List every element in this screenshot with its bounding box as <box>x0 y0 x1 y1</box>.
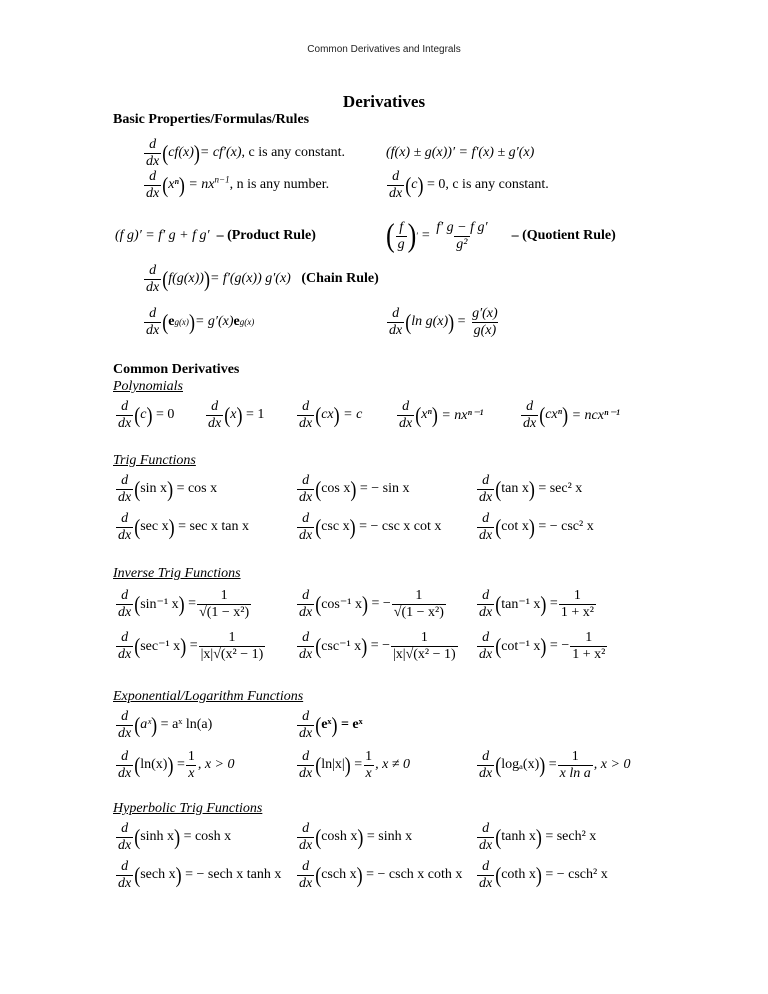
formula-hyp-sech: $\frac{d}{dx}$ ( sech x ) = − sech x tanh x <box>118 858 282 891</box>
subheading-inverse-trig: Inverse Trig Functions <box>113 566 241 581</box>
formula-trig-csc: $\frac{d}{dx}$ ( csc x ) = − csc x cot x <box>299 510 442 543</box>
formula-trig-sec: $\frac{d}{dx}$ ( sec x ) = sec x tan x <box>118 510 249 543</box>
formula-inv-sec: $\frac{d}{dx}$ ( sec⁻¹ x ) = $\frac{1}{\text{|x|√(x² − 1)}}$ <box>118 629 264 662</box>
formula-product-rule: (f g)′ = f′ g + f g′ – (Product Rule) <box>115 228 316 243</box>
subheading-polynomials: Polynomials <box>113 379 183 394</box>
formula-poly-constant: $\frac{d}{dx}$ ( c ) = 0 <box>118 398 175 431</box>
formula-exp-chain: $\frac{d}{dx}$ ( e g(x) ) = g′(x) e g(x) <box>146 305 255 338</box>
section-heading-common: Common Derivatives <box>113 362 240 377</box>
formula-constant-multiple: $\frac{d}{dx}$ ( cf(x) ) = cf′(x) , c is any constant. <box>146 136 345 169</box>
formula-constant-rule: $\frac{d}{dx}$ ( c ) = 0 , c is any constant. <box>389 168 549 201</box>
formula-quotient-rule: ( $\frac{f}{g}$ ) ′ = $\frac{\text{f′ g − f g′}}{\text{g²}}$ – (Quotient Rule) <box>386 217 616 254</box>
formula-poly-cxn: $\frac{d}{dx}$ ( cxⁿ ) = ncxⁿ⁻¹ <box>523 398 620 431</box>
formula-hyp-csch: $\frac{d}{dx}$ ( csch x ) = − csch x coth x <box>299 858 463 891</box>
subheading-hyperbolic: Hyperbolic Trig Functions <box>113 801 263 816</box>
formula-exp-e: $\frac{d}{dx}$ ( eˣ ) = eˣ <box>299 708 363 741</box>
formula-trig-tan: $\frac{d}{dx}$ ( tan x ) = sec² x <box>479 472 583 505</box>
section-heading-basic: Basic Properties/Formulas/Rules <box>113 112 310 127</box>
formula-inv-cos: $\frac{d}{dx}$ ( cos⁻¹ x ) = − $\frac{1}{\text{√(1 − x²)}}$ <box>299 587 444 620</box>
formula-sum-rule: (f(x) ± g(x))′ = f′(x) ± g′(x) <box>386 145 535 160</box>
formula-inv-csc: $\frac{d}{dx}$ ( csc⁻¹ x ) = − $\frac{1}{\text{|x|√(x² − 1)}}$ <box>299 629 456 662</box>
formula-ln-x: $\frac{d}{dx}$ ( ln(x) ) = $\frac{1}{x}$ , x > 0 <box>118 748 235 781</box>
formula-hyp-sinh: $\frac{d}{dx}$ ( sinh x ) = cosh x <box>118 820 232 853</box>
formula-exp-a: $\frac{d}{dx}$ ( aˣ ) = aˣ ln(a) <box>118 708 213 741</box>
formula-poly-cx: $\frac{d}{dx}$ ( cx ) = c <box>299 398 363 431</box>
formula-poly-x: $\frac{d}{dx}$ ( x ) = 1 <box>208 398 265 431</box>
formula-ln-chain: $\frac{d}{dx}$ ( ln g(x) ) = $\frac{g'(x)}{g(x)}$ <box>389 305 498 338</box>
formula-hyp-tanh: $\frac{d}{dx}$ ( tanh x ) = sech² x <box>479 820 597 853</box>
formula-poly-xn: $\frac{d}{dx}$ ( xⁿ ) = nxⁿ⁻¹ <box>399 398 484 431</box>
subheading-trig: Trig Functions <box>113 453 196 468</box>
running-header: Common Derivatives and Integrals <box>307 44 461 55</box>
formula-trig-cos: $\frac{d}{dx}$ ( cos x ) = − sin x <box>299 472 410 505</box>
page-title: Derivatives <box>342 92 426 111</box>
formula-inv-sin: $\frac{d}{dx}$ ( sin⁻¹ x ) = $\frac{1}{\text{√(1 − x²)}}$ <box>118 587 250 620</box>
subheading-exp-log: Exponential/Logarithm Functions <box>113 689 304 704</box>
formula-trig-sin: $\frac{d}{dx}$ ( sin x ) = cos x <box>118 472 218 505</box>
formula-inv-tan: $\frac{d}{dx}$ ( tan⁻¹ x ) = $\frac{1}{\text{1 + x²}}$ <box>479 587 594 620</box>
formula-hyp-coth: $\frac{d}{dx}$ ( coth x ) = − csch² x <box>479 858 608 891</box>
formula-ln-abs-x: $\frac{d}{dx}$ ( ln|x| ) = $\frac{1}{x}$ , x ≠ 0 <box>299 748 411 781</box>
formula-log-a: $\frac{d}{dx}$ ( logₐ(x) ) = $\frac{1}{\text{x ln a}}$ , x > 0 <box>479 748 631 781</box>
formula-hyp-cosh: $\frac{d}{dx}$ ( cosh x ) = sinh x <box>299 820 413 853</box>
formula-trig-cot: $\frac{d}{dx}$ ( cot x ) = − csc² x <box>479 510 594 543</box>
formula-power-rule: $\frac{d}{dx}$ ( xⁿ ) = $nx^{n-1}$ , n is any number. <box>146 168 330 201</box>
formula-inv-cot: $\frac{d}{dx}$ ( cot⁻¹ x ) = − $\frac{1}{\text{1 + x²}}$ <box>479 629 606 662</box>
formula-chain-rule: $\frac{d}{dx}$ ( f(g(x)) ) = f′(g(x)) g′(x) (Chain Rule) <box>146 262 379 295</box>
